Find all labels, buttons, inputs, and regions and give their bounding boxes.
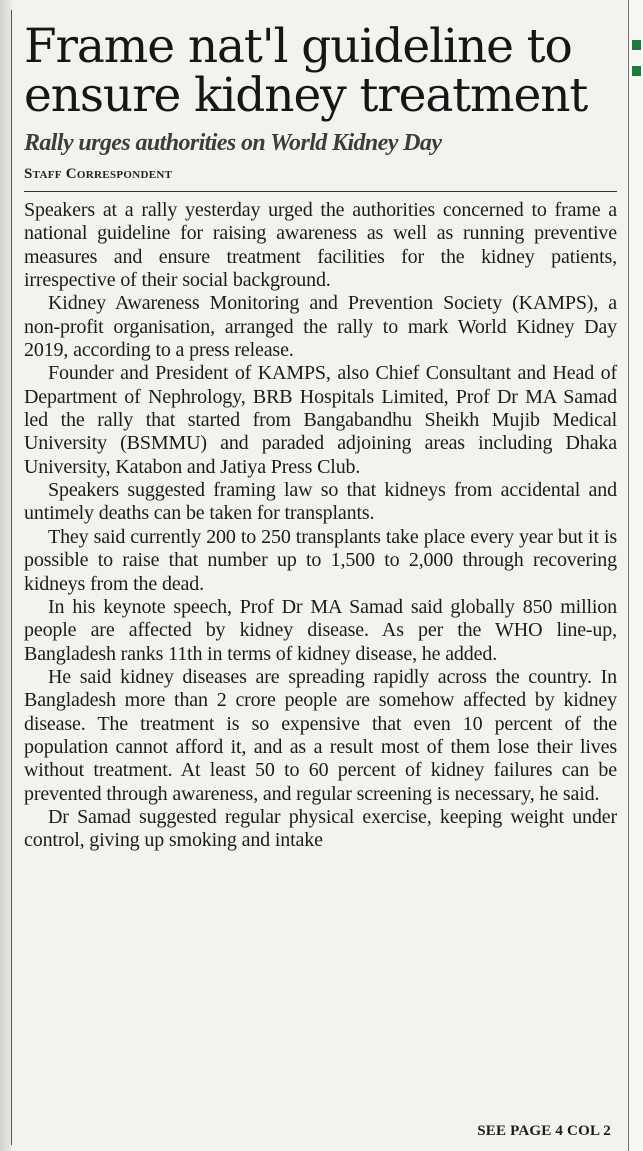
paragraph: They said currently 200 to 250 transplants take place every year but it is possible to raise that number up to 1,500 to 2,000 through recovering kidneys from the dead. (24, 525, 617, 595)
article-body (24, 199, 617, 853)
paragraph: Speakers at a rally yesterday urged the authorities concerned to frame a national guideline for raising awareness as well as running preventive measures and ensure treatment facilities for the kidney patients, irrespective of their social background. (24, 199, 617, 292)
paragraph: Founder and President of KAMPS, also Chief Consultant and Head of Department of Nephrology, BRB Hospitals Limited, Prof Dr MA Samad led the rally that started from Bangabandhu Sheikh Mujib Medical University (BSMMU) and paraded adjoining areas including Dhaka University, Katabon and Jatiya Press Club. (24, 362, 617, 478)
paragraph: Speakers suggested framing law so that kidneys from accidental and untimely deaths can be taken for transplants. (24, 479, 617, 525)
adjacent-column-edge (628, 0, 643, 1151)
paragraph: He said kidney diseases are spreading rapidly across the country. In Bangladesh more than 2 crore people are somehow affected by kidney disease. The treatment is so expensive that even 10 percent of the population cannot afford it, and as a result most of them lose their lives without treatment. At least 50 to 60 percent of kidney failures can be prevented through awareness, and regular screening is necessary, he said. (24, 665, 617, 805)
news-article (24, 19, 617, 853)
paragraph: Kidney Awareness Monitoring and Prevention Society (KAMPS), a non-profit organisation, arranged the rally to mark World Kidney Day 2019, according to a press release. (24, 292, 617, 362)
byline: Staff Correspondent (24, 166, 173, 182)
paragraph: Dr Samad suggested regular physical exercise, keeping weight under control, giving up smoking and intake (24, 805, 617, 852)
paragraph: In his keynote speech, Prof Dr MA Samad said globally 850 million people are affected by kidney disease. As per the WHO line-up, Bangladesh ranks 11th in terms of kidney disease, he added. (24, 595, 617, 665)
adjacent-column-marker (632, 40, 641, 50)
subheadline: Rally urges authorities on World Kidney Day (24, 130, 442, 156)
continuation-jump: SEE PAGE 4 COL 2 (477, 1123, 611, 1139)
byline-divider (24, 191, 617, 192)
headline: Frame nat'l guideline to ensure kidney treatment (24, 19, 588, 123)
column-rule (11, 10, 12, 1145)
adjacent-column-marker (632, 66, 641, 76)
